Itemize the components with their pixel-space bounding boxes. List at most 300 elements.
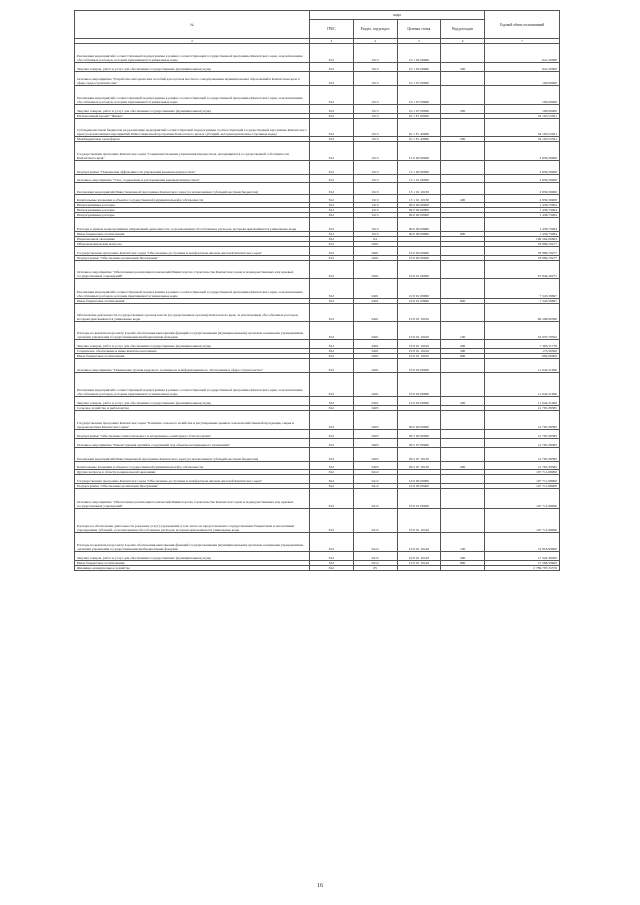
row-amount: 12 765,38385	[485, 430, 560, 439]
row-grbs: 812	[310, 195, 354, 203]
row-section: 0113	[353, 114, 397, 119]
row-name: Непрограммные расходы	[75, 208, 310, 213]
row-target-item: 10 8 01 10010	[397, 340, 441, 349]
table-row	[75, 448, 560, 462]
row-target-item: 13 1 01 10130	[397, 183, 441, 195]
row-name: Иные бюджетные ассигнования	[75, 299, 310, 304]
row-section: 0113	[353, 44, 397, 63]
row-amount: 78 886,70277	[485, 247, 560, 256]
row-target-item: 10 8 00 00000	[397, 484, 441, 489]
row-target-item: 99 0 00 00000	[397, 203, 441, 208]
column-number-4: 4	[353, 39, 397, 44]
table-row	[75, 105, 560, 114]
row-expense-type: 800	[441, 232, 485, 237]
row-section: 0405	[353, 439, 397, 448]
row-section: 0113	[353, 175, 397, 183]
row-name: Основное мероприятие "Обеспечение реализации полномочий Министерства строительства Камчатского края и подведомственных ему краевых государственных учреждений"	[75, 261, 310, 279]
row-expense-type: 200	[441, 397, 485, 406]
row-target-item: 10 1 07 09990	[397, 105, 441, 114]
row-name: Реализация мероприятий Инвестиционной программы Камчатского края (за исключением субсидий местным бюджетам)	[75, 183, 310, 195]
header-section: Раздел, под-раздел	[353, 20, 397, 39]
row-amount: 1 436,73964	[485, 213, 560, 218]
table-row	[75, 509, 560, 533]
row-amount: 2 839,56900	[485, 195, 560, 203]
table-row	[75, 475, 560, 484]
table-row	[75, 279, 560, 299]
row-section: 0113	[353, 72, 397, 86]
row-expense-type	[441, 304, 485, 322]
row-amount: 7 545,58697	[485, 299, 560, 304]
row-name: Основное мероприятие "Разработка методических пособий для органов местного самоуправления муниципальных образований в Камчатском крае в сфере градостроительства"	[75, 72, 310, 86]
row-expense-type	[441, 247, 485, 256]
row-section: 0401	[353, 397, 397, 406]
row-amount: 7 545,58697	[485, 279, 560, 299]
column-number-5: 5	[397, 39, 441, 44]
table-row	[75, 373, 560, 397]
row-name: Иные бюджетные ассигнования	[75, 561, 310, 566]
row-section: 0412	[353, 470, 397, 475]
table-row	[75, 340, 560, 349]
row-grbs: 812	[310, 203, 354, 208]
row-expense-type	[441, 359, 485, 373]
row-grbs: 812	[310, 119, 354, 137]
row-section: 0113	[353, 86, 397, 105]
row-grbs: 812	[310, 448, 354, 462]
row-expense-type: 200	[441, 340, 485, 349]
row-name: Подпрограмма "Обеспечение реализации Программы"	[75, 256, 310, 261]
row-name: Непрограммные расходы	[75, 203, 310, 208]
table-row	[75, 322, 560, 340]
row-expense-type	[441, 439, 485, 448]
row-grbs: 812	[310, 354, 354, 359]
table-row	[75, 411, 560, 430]
row-amount: 100,00000	[485, 105, 560, 114]
row-grbs: 812	[310, 242, 354, 247]
row-section: 0405	[353, 462, 397, 470]
row-section: 0412	[353, 475, 397, 484]
budget-table-sheet	[74, 10, 560, 571]
row-section: 0401	[353, 247, 397, 256]
header-codes-group: коды	[310, 11, 485, 20]
row-target-item: 10 1 F1 40060	[397, 137, 441, 142]
row-grbs: 812	[310, 397, 354, 406]
row-name: Другие вопросы в области национальной экономики	[75, 470, 310, 475]
row-grbs: 812	[310, 566, 354, 571]
row-name: Государственная программа Камчатского края "Обеспечение доступным и комфортным жильем жителей Камчатского края"	[75, 247, 310, 256]
row-name: Закупка товаров, работ и услуг для обеспечения государственных (муниципальных) нужд	[75, 552, 310, 561]
row-amount: 11 042,21000	[485, 359, 560, 373]
row-target-item: 13 1 01 00000	[397, 175, 441, 183]
row-target-item: 10 8 01 10010	[397, 322, 441, 340]
row-section: 04	[353, 237, 397, 242]
row-grbs: 812	[310, 142, 354, 161]
table-row	[75, 439, 560, 448]
row-amount: 78 886,70277	[485, 256, 560, 261]
row-expense-type: 200	[441, 63, 485, 72]
row-expense-type: 300	[441, 349, 485, 354]
row-amount: 11 042,21000	[485, 397, 560, 406]
row-grbs: 812	[310, 475, 354, 484]
row-grbs: 812	[310, 137, 354, 142]
row-expense-type	[441, 86, 485, 105]
row-name: Национальная экономика	[75, 237, 310, 242]
row-section: 05	[353, 566, 397, 571]
table-row	[75, 63, 560, 72]
row-section: 0113	[353, 63, 397, 72]
table-row	[75, 86, 560, 105]
row-grbs: 812	[310, 261, 354, 279]
row-grbs: 812	[310, 86, 354, 105]
row-amount: 11 042,21000	[485, 373, 560, 397]
row-target-item: 10 8 02 00000	[397, 359, 441, 373]
row-grbs: 812	[310, 256, 354, 261]
row-grbs: 812	[310, 114, 354, 119]
row-expense-type	[441, 44, 485, 63]
row-section: 0113	[353, 208, 397, 213]
row-amount: 107 711,98000	[485, 470, 560, 475]
row-amount: 12 765,38385	[485, 411, 560, 430]
row-amount: 173,50300	[485, 349, 560, 354]
row-grbs: 812	[310, 533, 354, 552]
row-section: 0401	[353, 261, 397, 279]
header-target-item: Целевая статья	[397, 20, 441, 39]
row-grbs: 812	[310, 218, 354, 232]
row-section: 0412	[353, 509, 397, 533]
row-amount: 2 839,56900	[485, 175, 560, 183]
row-name: Закупка товаров, работ и услуг для обеспечения государственных (муниципальных) нужд	[75, 340, 310, 349]
row-target-item: 09 5 07 00000	[397, 439, 441, 448]
row-amount: 67 844,49277	[485, 261, 560, 279]
row-grbs: 812	[310, 105, 354, 114]
row-expense-type	[441, 261, 485, 279]
row-expense-type	[441, 475, 485, 484]
row-name: Межбюджетные трансферты	[75, 137, 310, 142]
row-name: Реализация мероприятий соответствующей подпрограммы в рамках соответствующей государственной программы Камчатского края, за исключением обособленных расходов, которым присваиваются уникальные коды	[75, 373, 310, 397]
row-amount: 15 568,59600	[485, 561, 560, 566]
row-target-item: 10 0 00 00000	[397, 475, 441, 484]
row-name: Субсидии местным бюджетам на реализацию мероприятий соответствующей подпрограммы соответствующей государственной программы Камчатского края (за исключением мероприятий Инвестиционной программы Камчатского края и субсидий, которым присвоены отдельные коды)	[75, 119, 310, 137]
row-target-item: 10 8 00 00000	[397, 256, 441, 261]
row-expense-type: 400	[441, 195, 485, 203]
row-amount: 12 765,38385	[485, 462, 560, 470]
row-section: 0113	[353, 203, 397, 208]
table-row	[75, 195, 560, 203]
row-grbs: 812	[310, 183, 354, 195]
row-target-item: 10 8 01 10140	[397, 533, 441, 552]
row-amount: 107 711,98000	[485, 484, 560, 489]
row-amount: 641,50000	[485, 63, 560, 72]
row-amount: 107 711,98000	[485, 489, 560, 509]
table-row	[75, 218, 560, 232]
row-amount: 74 818,99900	[485, 533, 560, 552]
row-amount: 12 765,38385	[485, 448, 560, 462]
row-name: Закупка товаров, работ и услуг для обеспечения государственных (муниципальных) нужд	[75, 63, 310, 72]
row-name: Расходы на обеспечение деятельности (оказание услуг) учреждений, в том числе на предоставление государственным бюджетным и автономным учреждениям субсидий, за исключением обособленных расходов, которым присваиваются уникальные коды	[75, 509, 310, 533]
row-section: 0113	[353, 161, 397, 175]
row-target-item: 99 0 00 09980	[397, 218, 441, 232]
table-row	[75, 72, 560, 86]
row-section: 0405	[353, 411, 397, 430]
row-target-item: 10 1 F1 40060	[397, 119, 441, 137]
row-target-item	[397, 566, 441, 571]
table-row	[75, 304, 560, 322]
row-target-item: 10 0 00 00000	[397, 247, 441, 256]
row-expense-type	[441, 448, 485, 462]
row-target-item: 10 8 01 10140	[397, 509, 441, 533]
row-amount: 1 436,73964	[485, 232, 560, 237]
row-target-item: 99 0 00 00000	[397, 213, 441, 218]
row-target-item: 10 8 01 00000	[397, 261, 441, 279]
table-row	[75, 462, 560, 470]
page-number: 16	[317, 883, 323, 889]
row-name: Общеэкономические вопросы	[75, 242, 310, 247]
row-section: 0401	[353, 299, 397, 304]
row-amount: 60 298,90580	[485, 304, 560, 322]
row-name: Региональный проект "Жилье"	[75, 114, 310, 119]
row-grbs: 812	[310, 462, 354, 470]
row-amount: 107 711,98000	[485, 509, 560, 533]
row-grbs: 812	[310, 237, 354, 242]
row-name: Основное мероприятие "Повышение уровня кадрового потенциала и информационного обеспечения в сфере строительства"	[75, 359, 310, 373]
row-name: Закупка товаров, работ и услуг для обеспечения государственных (муниципальных) нужд	[75, 105, 310, 114]
row-amount: 34 163,52561	[485, 137, 560, 142]
row-grbs: 812	[310, 72, 354, 86]
table-row	[75, 489, 560, 509]
row-expense-type	[441, 509, 485, 533]
row-grbs: 812	[310, 439, 354, 448]
row-grbs: 812	[310, 561, 354, 566]
row-name: Закупка товаров, работ и услуг для обеспечения государственных (муниципальных) нужд	[75, 397, 310, 406]
table-row	[75, 261, 560, 279]
table-row	[75, 142, 560, 161]
row-expense-type	[441, 489, 485, 509]
row-name: Иные бюджетные ассигнования	[75, 354, 310, 359]
row-grbs: 812	[310, 63, 354, 72]
row-amount: 1 436,73964	[485, 218, 560, 232]
column-number-7: 7	[485, 39, 560, 44]
row-section: 0113	[353, 183, 397, 195]
row-grbs: 812	[310, 509, 354, 533]
row-amount: 199 564,06663	[485, 237, 560, 242]
row-amount: 2 789 787,35579	[485, 566, 560, 571]
row-target-item: 09 0 00 00000	[397, 411, 441, 430]
row-name: Обеспечение деятельности государственных органов власти (государственных органов) Камчатского края, за исключением обособленных расходов, которым присваиваются уникальные коды	[75, 304, 310, 322]
row-section: 0405	[353, 406, 397, 411]
row-target-item: 10 8 01 10140	[397, 561, 441, 566]
table-row	[75, 359, 560, 373]
row-name: Капитальные вложения в объекты государственной (муниципальной) собственности	[75, 462, 310, 470]
row-section: 0401	[353, 242, 397, 247]
row-grbs: 812	[310, 304, 354, 322]
table-row	[75, 44, 560, 63]
row-name: Реализация мероприятий соответствующей подпрограммы в рамках соответствующей государственной программы Камчатского края, за исключением обособленных расходов, которым присваиваются уникальные коды	[75, 44, 310, 63]
row-amount: 1 436,73964	[485, 208, 560, 213]
row-expense-type: 100	[441, 322, 485, 340]
row-grbs: 812	[310, 322, 354, 340]
row-section: 0412	[353, 533, 397, 552]
header-grbs: ГРБС	[310, 20, 354, 39]
row-grbs: 812	[310, 232, 354, 237]
row-section: 0412	[353, 489, 397, 509]
row-section: 0401	[353, 322, 397, 340]
row-name: Жилищно-коммунальное хозяйство	[75, 566, 310, 571]
row-expense-type	[441, 279, 485, 299]
row-section: 0113	[353, 195, 397, 203]
row-section: 0113	[353, 105, 397, 114]
row-amount: 52 053,78502	[485, 322, 560, 340]
row-target-item: 10 8 01 09990	[397, 279, 441, 299]
row-grbs: 812	[310, 247, 354, 256]
row-expense-type	[441, 373, 485, 397]
row-grbs: 812	[310, 349, 354, 354]
table-row	[75, 161, 560, 175]
row-expense-type	[441, 142, 485, 161]
row-section: 0113	[353, 119, 397, 137]
row-name: Социальное обеспечение и иные выплаты населению	[75, 349, 310, 354]
row-section: 0113	[353, 213, 397, 218]
row-name: Расходы в рамках непрограммных направлений деятельности, за исключением обособленных расходов, которым присваиваются уникальные коды	[75, 218, 310, 232]
row-target-item: 10 8 01 10010	[397, 349, 441, 354]
row-expense-type: 100	[441, 533, 485, 552]
row-section: 0401	[353, 256, 397, 261]
row-amount: 641,50000	[485, 44, 560, 63]
row-amount: 100,00000	[485, 72, 560, 86]
table-row	[75, 397, 560, 406]
row-expense-type	[441, 72, 485, 86]
row-section: 0401	[353, 304, 397, 322]
row-amount: 78 886,70277	[485, 242, 560, 247]
row-amount: 100,00000	[485, 86, 560, 105]
row-section: 0401	[353, 349, 397, 354]
row-target-item: 10 1 07 00000	[397, 72, 441, 86]
row-target-item: 99 0 00 00000	[397, 208, 441, 213]
row-expense-type	[441, 175, 485, 183]
header-expense-type: Вид расходов	[441, 20, 485, 39]
row-target-item: 10 8 02 09990	[397, 397, 441, 406]
row-name: Государственная программа Камчатского края "Обеспечение доступным и комфортным жильем жителей Камчатского края"	[75, 475, 310, 484]
row-amount: 12 765,38385	[485, 439, 560, 448]
row-grbs: 812	[310, 161, 354, 175]
row-name: Реализация мероприятий соответствующей подпрограммы в рамках соответствующей государственной программы Камчатского края, за исключением обособленных расходов, которым присваиваются уникальные коды	[75, 279, 310, 299]
column-number-2: 2	[75, 39, 310, 44]
row-expense-type: 800	[441, 354, 485, 359]
row-name: Непрограммные расходы	[75, 213, 310, 218]
row-name: Основное мероприятие "Обеспечение реализации полномочий Министерства строительства Камчатского края и подведомственных ему краевых государственных учреждений"	[75, 489, 310, 509]
row-section: 0412	[353, 552, 397, 561]
row-section: 0113	[353, 218, 397, 232]
row-expense-type: 200	[441, 105, 485, 114]
row-name: Реализация мероприятий Инвестиционной программы Камчатского края (за исключением субсидий местным бюджетам)	[75, 448, 310, 462]
row-section: 0401	[353, 359, 397, 373]
header-amount: Годовой объем ассигнований	[485, 11, 560, 39]
table-row	[75, 552, 560, 561]
row-section: 0412	[353, 484, 397, 489]
row-name: Иные бюджетные ассигнования	[75, 232, 310, 237]
row-amount: 2 839,56900	[485, 161, 560, 175]
row-target-item: 10 8 02 09990	[397, 373, 441, 397]
table-row	[75, 119, 560, 137]
row-expense-type: 800	[441, 299, 485, 304]
row-grbs: 812	[310, 44, 354, 63]
table-row	[75, 533, 560, 552]
row-grbs: 812	[310, 470, 354, 475]
table-row	[75, 247, 560, 256]
row-grbs: 812	[310, 484, 354, 489]
row-target-item: 13 1 01 10130	[397, 195, 441, 203]
row-target-item: 10 8 01 00000	[397, 489, 441, 509]
row-section: 0405	[353, 448, 397, 462]
row-name: Подпрограмма "Обеспечение эпизоотического и ветеринарно-санитарного благополучия"	[75, 430, 310, 439]
row-section: 0401	[353, 279, 397, 299]
row-target-item: 13 0 00 00000	[397, 142, 441, 161]
row-name: Подпрограмма "Повышение эффективности управления краевым имуществом"	[75, 161, 310, 175]
row-target-item: 09 5 07 10130	[397, 462, 441, 470]
table-row	[75, 566, 560, 571]
row-expense-type	[441, 161, 485, 175]
row-section: 0412	[353, 561, 397, 566]
row-name: Государственная программа Камчатского края "Развитие сельского хозяйства и регулирование рынков сельскохозяйственной продукции, сырья и продовольствия Камчатского края"	[75, 411, 310, 430]
row-amount: 1 436,73964	[485, 203, 560, 208]
row-target-item: 10 1 02 09990	[397, 44, 441, 63]
row-grbs: 812	[310, 406, 354, 411]
row-expense-type: 200	[441, 552, 485, 561]
row-name: Реализация мероприятий соответствующей подпрограммы в рамках соответствующей государственной программы Камчатского края, за исключением обособленных расходов, которым присваиваются уникальные коды	[75, 86, 310, 105]
row-grbs: 812	[310, 213, 354, 218]
row-target-item: 99 0 00 09980	[397, 232, 441, 237]
row-grbs: 812	[310, 489, 354, 509]
row-amount: 2 839,56900	[485, 183, 560, 195]
row-expense-type: 500	[441, 137, 485, 142]
row-amount: 107 711,98000	[485, 475, 560, 484]
row-target-item: 09 5 00 00000	[397, 430, 441, 439]
column-number-3: 3	[310, 39, 354, 44]
row-grbs: 812	[310, 299, 354, 304]
row-expense-type	[441, 183, 485, 195]
row-grbs: 812	[310, 279, 354, 299]
row-amount: 12 765,38385	[485, 406, 560, 411]
row-section: 0405	[353, 430, 397, 439]
row-grbs: 812	[310, 208, 354, 213]
row-target-item: 10 1 07 09990	[397, 86, 441, 105]
row-target-item: 10 8 01 10140	[397, 552, 441, 561]
row-expense-type: 800	[441, 561, 485, 566]
header-number: №	[75, 11, 310, 39]
row-grbs: 812	[310, 373, 354, 397]
row-expense-type	[441, 119, 485, 137]
budget-table-body	[75, 44, 560, 571]
row-expense-type	[441, 566, 485, 571]
row-amount: 34 163,52561	[485, 119, 560, 137]
row-section: 0401	[353, 354, 397, 359]
row-name: Основное мероприятие "Учет, содержание и распоряжение краевым имуществом"	[75, 175, 310, 183]
row-amount: 7 393,51778	[485, 340, 560, 349]
row-grbs: 812	[310, 340, 354, 349]
row-name: Сельское хозяйство и рыболовство	[75, 406, 310, 411]
row-target-item: 09 5 07 10130	[397, 448, 441, 462]
column-number-6: 6	[441, 39, 485, 44]
row-target-item: 10 8 01 09990	[397, 299, 441, 304]
row-grbs: 812	[310, 175, 354, 183]
budget-table	[74, 10, 560, 571]
row-grbs: 812	[310, 430, 354, 439]
row-amount: 682,00000	[485, 354, 560, 359]
row-section: 0401	[353, 373, 397, 397]
row-section: 0113	[353, 232, 397, 237]
row-name: Подпрограмма "Обеспечение реализации Программы"	[75, 484, 310, 489]
row-name: Расходы на выплаты персоналу в целях обеспечения выполнения функций государственными (муниципальными) органами, казенными учреждениями, органами управления государственными внебюджетными фондами	[75, 322, 310, 340]
row-name: Расходы на выплаты персоналу в целях обеспечения выполнения функций государственными (муниципальными) органами, казенными учреждениями, органами управления государственными внебюджетными фондами	[75, 533, 310, 552]
row-target-item: 10 1 F1 00000	[397, 114, 441, 119]
